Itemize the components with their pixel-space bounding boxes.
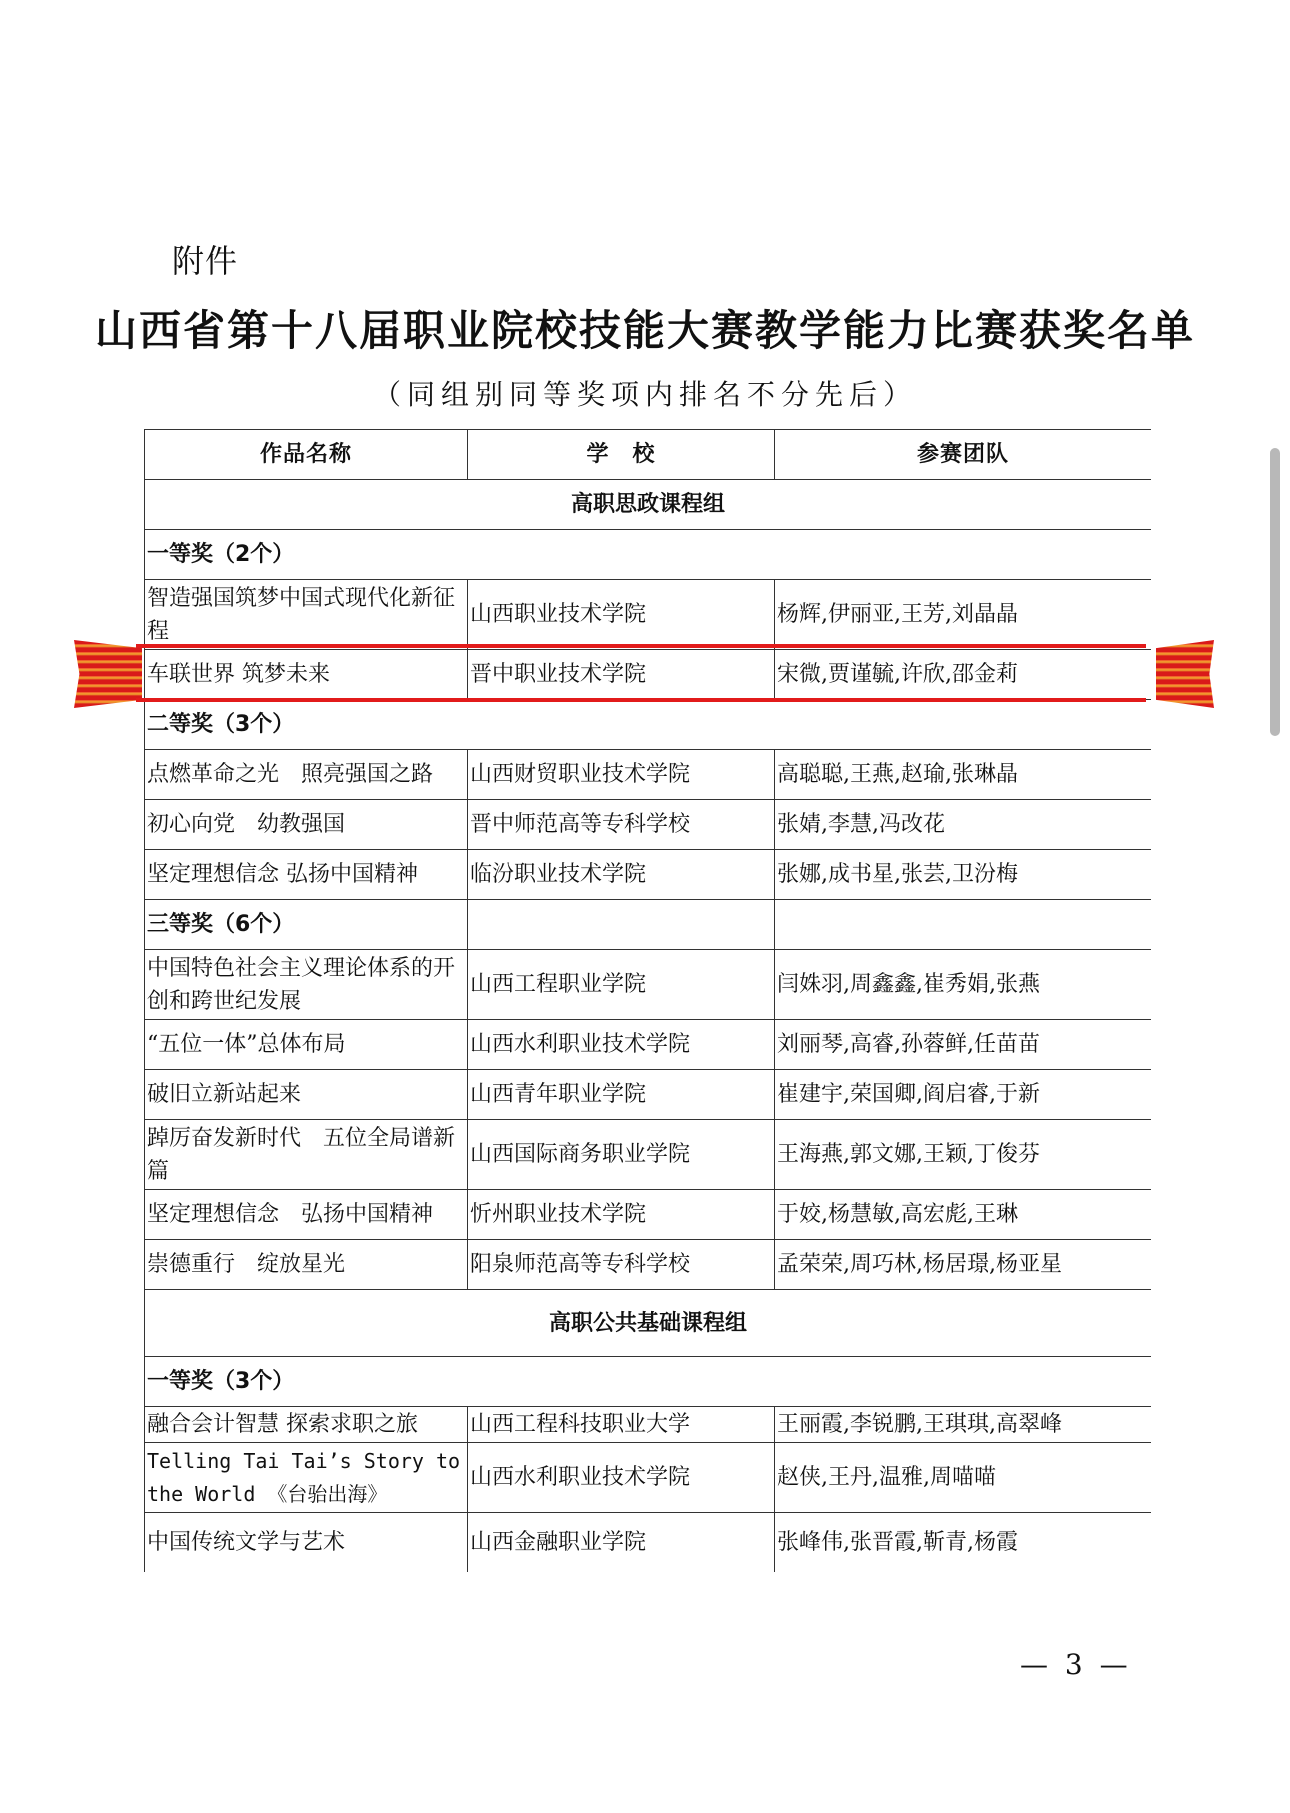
cell-work-name: 中国传统文学与艺术 xyxy=(145,1513,468,1573)
cell-work-name: 融合会计智慧 探索求职之旅 xyxy=(145,1407,468,1443)
cell-work-name: 坚定理想信念 弘扬中国精神 xyxy=(145,850,468,900)
page-number: — 3 — xyxy=(1020,1648,1132,1681)
prize-row xyxy=(145,700,1152,750)
cell-school: 晋中师范高等专科学校 xyxy=(468,800,775,850)
cell-school: 山西金融职业学院 xyxy=(468,1513,775,1573)
cell-team: 杨辉,伊丽亚,王芳,刘晶晶 xyxy=(775,580,1152,650)
page-subtitle: （同组别同等奖项内排名不分先后） xyxy=(372,378,917,411)
table-row xyxy=(145,750,1152,800)
table-row xyxy=(145,1120,1152,1190)
cell-work-name: 车联世界 筑梦未来 xyxy=(145,650,468,700)
table-row xyxy=(145,1070,1152,1120)
table-row xyxy=(145,580,1152,650)
cell-school: 山西水利职业技术学院 xyxy=(468,1443,775,1513)
table-row xyxy=(145,1443,1152,1513)
cell-team: 高聪聪,王燕,赵瑜,张琳晶 xyxy=(775,750,1152,800)
header-work-name: 作品名称 xyxy=(145,430,468,480)
cell-work-name: 崇德重行 绽放星光 xyxy=(145,1240,468,1290)
cell-team: 宋微,贾谨毓,许欣,邵金莉 xyxy=(775,650,1152,700)
cell-school: 山西财贸职业技术学院 xyxy=(468,750,775,800)
table-header-row xyxy=(145,430,1152,480)
attachment-label: 附件 xyxy=(172,242,239,280)
prize-label: 一等奖（2个） xyxy=(145,530,1152,580)
cell-team: 刘丽琴,高睿,孙蓉鲜,任苗苗 xyxy=(775,1020,1152,1070)
cell-team: 张婧,李慧,冯改花 xyxy=(775,800,1152,850)
cell-team: 赵侠,王丹,温雅,周喵喵 xyxy=(775,1443,1152,1513)
cell-work-name: 破旧立新站起来 xyxy=(145,1070,468,1120)
cell-work-name: 初心向党 幼教强国 xyxy=(145,800,468,850)
cell-work-name: 中国特色社会主义理论体系的开创和跨世纪发展 xyxy=(145,950,468,1020)
table-row xyxy=(145,850,1152,900)
header-team: 参赛团队 xyxy=(775,430,1152,480)
brush-stroke-right xyxy=(1156,640,1214,708)
page-title: 山西省第十八届职业院校技能大赛教学能力比赛获奖名单 xyxy=(94,306,1195,355)
cell-school: 山西国际商务职业学院 xyxy=(468,1120,775,1190)
group-row xyxy=(145,480,1152,530)
cell-school: 山西职业技术学院 xyxy=(468,580,775,650)
cell-work-name: 坚定理想信念 弘扬中国精神 xyxy=(145,1190,468,1240)
table-row xyxy=(145,1240,1152,1290)
prize-row xyxy=(145,530,1152,580)
cell-school: 临汾职业技术学院 xyxy=(468,850,775,900)
cell-work-name: 点燃革命之光 照亮强国之路 xyxy=(145,750,468,800)
cell-school: 山西青年职业学院 xyxy=(468,1070,775,1120)
table-row xyxy=(145,1020,1152,1070)
cell-work-name: 智造强国筑梦中国式现代化新征程 xyxy=(145,580,468,650)
cell-team: 王丽霞,李锐鹏,王琪琪,高翠峰 xyxy=(775,1407,1152,1443)
cell-team: 张娜,成书星,张芸,卫汾梅 xyxy=(775,850,1152,900)
table-row-highlighted xyxy=(145,650,1152,700)
prize-row xyxy=(145,1357,1152,1407)
empty-cell xyxy=(775,900,1152,950)
table-row xyxy=(145,1513,1152,1573)
header-school: 学 校 xyxy=(468,430,775,480)
prize-row xyxy=(145,900,1152,950)
group-title: 高职公共基础课程组 xyxy=(145,1290,1152,1357)
cell-work-name: “五位一体”总体布局 xyxy=(145,1020,468,1070)
award-table-container xyxy=(144,429,1151,1572)
vertical-scrollbar[interactable] xyxy=(1270,448,1280,736)
cell-team: 王海燕,郭文娜,王颖,丁俊芬 xyxy=(775,1120,1152,1190)
cell-work-name: Telling Tai Tai’s Story to the World 《台骀出海》 xyxy=(145,1443,468,1513)
group-row xyxy=(145,1290,1152,1357)
prize-label: 三等奖（6个） xyxy=(145,900,468,950)
cell-school: 山西工程职业学院 xyxy=(468,950,775,1020)
award-table xyxy=(144,429,1151,1572)
brush-stroke-left xyxy=(74,640,142,708)
cell-school: 晋中职业技术学院 xyxy=(468,650,775,700)
cell-team: 闫姝羽,周鑫鑫,崔秀娟,张燕 xyxy=(775,950,1152,1020)
cell-team: 于姣,杨慧敏,高宏彪,王琳 xyxy=(775,1190,1152,1240)
cell-work-name: 踔厉奋发新时代 五位全局谱新篇 xyxy=(145,1120,468,1190)
table-row xyxy=(145,1407,1152,1443)
cell-team: 张峰伟,张晋霞,靳青,杨霞 xyxy=(775,1513,1152,1573)
table-row xyxy=(145,1190,1152,1240)
cell-team: 孟荣荣,周巧林,杨居璟,杨亚星 xyxy=(775,1240,1152,1290)
prize-label: 一等奖（3个） xyxy=(145,1357,1152,1407)
cell-school: 山西水利职业技术学院 xyxy=(468,1020,775,1070)
group-title: 高职思政课程组 xyxy=(145,480,1152,530)
cell-school: 忻州职业技术学院 xyxy=(468,1190,775,1240)
prize-label: 二等奖（3个） xyxy=(145,700,1152,750)
cell-school: 阳泉师范高等专科学校 xyxy=(468,1240,775,1290)
table-row xyxy=(145,800,1152,850)
cell-team: 崔建宇,荣国卿,阎启睿,于新 xyxy=(775,1070,1152,1120)
table-row xyxy=(145,950,1152,1020)
empty-cell xyxy=(468,900,775,950)
cell-school: 山西工程科技职业大学 xyxy=(468,1407,775,1443)
